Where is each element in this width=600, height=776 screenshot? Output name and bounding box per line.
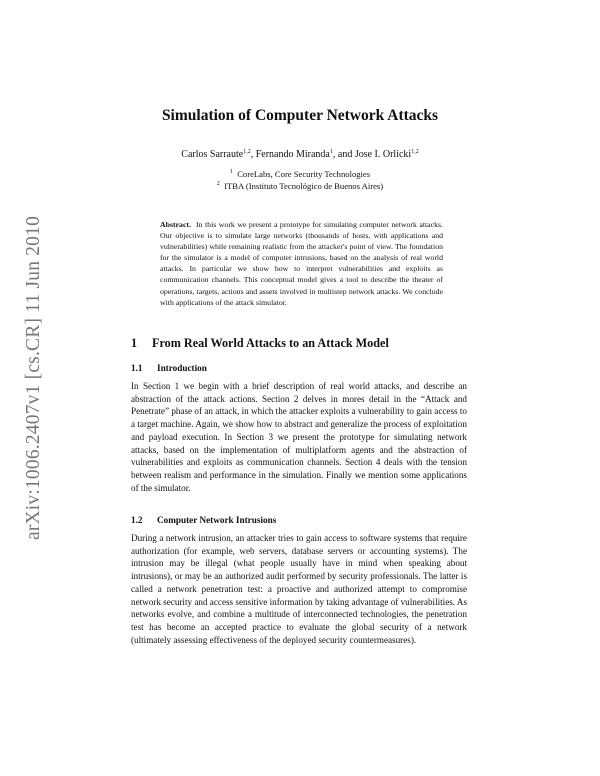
subsection-heading (131, 515, 276, 525)
arxiv-identifier-text: arXiv:1006.2407v1 [cs.CR] 11 Jun 2010 (23, 215, 44, 541)
affiliation (0, 169, 600, 179)
author-affil-mark: 1 (329, 149, 333, 155)
affiliation (0, 181, 600, 191)
abstract-text: In this work we present a prototype for simulating computer network attacks. Our objective is to simulate large networks (thousands of hosts, with applications and vulnerabilities) while remaining realistic from the attacker's point of view. The foundation for the simulator is a model of computer intrusions, based on the analysis of real world attacks. In particular we show how to interpret vulnerabilities and exploits as communication channels. This conceptual model gives a tool to describe the theater of operations, targets, actions and assets involved in multistep network attacks. We conclude with applications of the attack simulator. (160, 220, 443, 307)
paragraph: In Section 1 we begin with a brief description of real world attacks, and describe an abstraction of the attack actions. Section 2 delves in mores detail in the “Attack and Penetrate” phase of an attack, in which the attacker exploits a vulnerability to gain access to a target machine. Again, we show how to abstract and generalize the process of exploitation and payload execution. In Section 3 we present the prototype for simulating network attacks, based on the implementation of multiplatform agents and the abstraction of vulnerabilities and exploits as communication channels. Section 4 deals with the tension between realism and performance in the simulation. Finally we mention some applications of the simulator. (131, 381, 467, 493)
author-separator: , (250, 149, 256, 160)
author-name: Carlos Sarraute (181, 149, 244, 160)
paper-title: Simulation of Computer Network Attacks (161, 107, 439, 124)
author-affil-mark: 1,2 (243, 149, 251, 155)
affiliation-mark: 2 (216, 181, 220, 187)
subsection-title: Introduction (157, 363, 207, 373)
subsection-number: 1.2 (131, 515, 143, 525)
affiliation-mark: 1 (229, 169, 233, 175)
subsection-heading (131, 363, 207, 373)
paragraph: During a network intrusion, an attacker tries to gain access to software systems that require authorization (for example, web servers, database servers or accounting systems). The intrusion may be illegal (what people usually have in mind when speaking about intrusions), or may be an authorized audit performed by security professionals. The latter is called a network penetration test: a proactive and authorized attempt to compromise network security and access sensitive information by taking advantage of vulnerabilities. As networks evolve, and combine a multitude of interconnected technologies, the penetration test has become an accepted practice to evaluate the global security of a network (ultimately assessing effectiveness of the deployed security countermeasures). (131, 533, 468, 645)
author-separator: , and (332, 149, 355, 160)
author-name: Fernando Miranda (255, 149, 330, 160)
section-title: From Real World Attacks to an Attack Model (152, 336, 389, 350)
subsection-title: Computer Network Intrusions (157, 515, 277, 525)
author-list (0, 149, 600, 160)
section-number: 1 (131, 336, 138, 350)
section-heading (131, 336, 389, 351)
author-affil-mark: 1,2 (411, 149, 419, 155)
affiliation-text: CoreLabs, Core Security Technologies (237, 169, 371, 179)
abstract (160, 219, 443, 308)
abstract-label: Abstract. (160, 220, 191, 229)
subsection-number: 1.1 (131, 363, 143, 373)
affiliation-text: ITBA (Instituto Tecnológico de Buenos Aires) (224, 181, 384, 191)
author-name: Jose I. Orlicki (354, 149, 412, 160)
